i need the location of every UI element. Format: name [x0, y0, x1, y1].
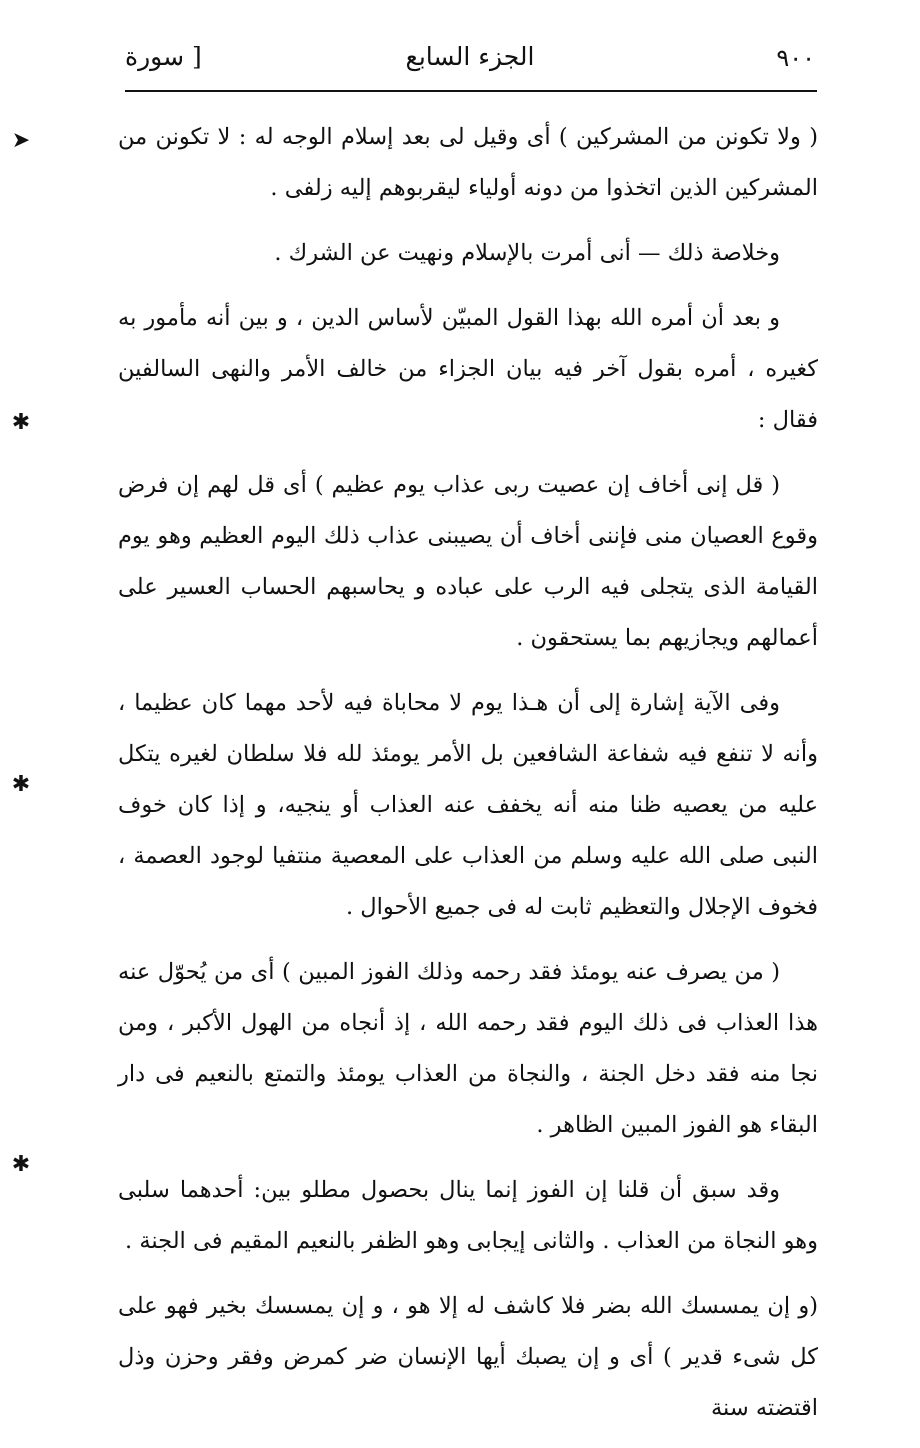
paragraph: و بعد أن أمره الله بهذا القول المبيّن لأساس الدين ، و بين أنه مأمور به كغيره ، أمره بقول آخر فيه بيان الجزاء من خالف الأمر والنهى السالفين فقال : [118, 305, 818, 433]
margin-star-icon: ✱ [11, 410, 31, 435]
paragraph: وفى الآية إشارة إلى أن هـذا يوم لا محاباة فيه لأحد مهما كان عظيما ، وأنه لا تنفع فيه شفاعة الشافعين بل الأمر يومئذ لله فلا سلطان لغيره يتكل عليه من يعصيه ظنا منه أنه يخفف عنه العذاب أو ينجيه، و إذا كان خوف النبى صلى الله عليه وسلم من العذاب على المعصية منتفيا لوجود العصمة ، فخوف الإجلال والتعظيم ثابت له فى جميع الأحوال . [118, 690, 818, 920]
header-divider [125, 90, 817, 92]
body-text [118, 112, 818, 1448]
margin-star-icon: ✱ [11, 772, 31, 797]
paragraph: ( قل إنى أخاف إن عصيت ربى عذاب يوم عظيم ) أى قل لهم إن فرض وقوع العصيان منى فإننى أخاف أن يصيبنى عذاب ذلك اليوم العظيم وهو يوم القيامة الذى يتجلى فيه الرب على عباده و يحاسبهم الحساب العسير على أعمالهم ويجازيهم بما يستحقون . [118, 472, 818, 651]
paragraph: ( ولا تكونن من المشركين ) أى وقيل لى بعد إسلام الوجه له : لا تكونن من المشركين الذين اتخذوا من دونه أولياء ليقربوهم إليه زلفى . [118, 124, 818, 201]
paragraph: وخلاصة ذلك — أنى أمرت بالإسلام ونهيت عن الشرك . [274, 240, 780, 266]
margin-arrow-icon: ➤ [11, 128, 31, 153]
margin-star-icon: ✱ [11, 1152, 31, 1177]
page-header [125, 38, 815, 84]
paragraph: (و إن يمسسك الله بضر فلا كاشف له إلا هو ، و إن يمسسك بخير فهو على كل شىء قدير ) أى و إن يصبك أيها الإنسان ضر كمرض وفقر وحزن وذل اقتضته سنة [118, 1293, 818, 1421]
paragraph: وقد سبق أن قلنا إن الفوز إنما ينال بحصول مطلو بين: أحدهما سلبى وهو النجاة من العذاب . والثانى إيجابى وهو الظفر بالنعيم المقيم فى الجنة . [118, 1177, 818, 1254]
surah-label: [ سورة [125, 42, 202, 71]
part-title: الجزء السابع [405, 42, 535, 71]
paragraph: ( من يصرف عنه يومئذ فقد رحمه وذلك الفوز المبين ) أى من يُحوّل عنه هذا العذاب فى ذلك اليوم فقد رحمه الله ، إذ أنجاه من الهول الأكبر ، ومن نجا منه فقد دخل الجنة ، والنجاة من العذاب يومئذ والتمتع بالنعيم فى دار البقاء هو الفوز المبين الظاهر . [118, 959, 818, 1138]
page-number: ٩٠٠ [776, 44, 815, 72]
